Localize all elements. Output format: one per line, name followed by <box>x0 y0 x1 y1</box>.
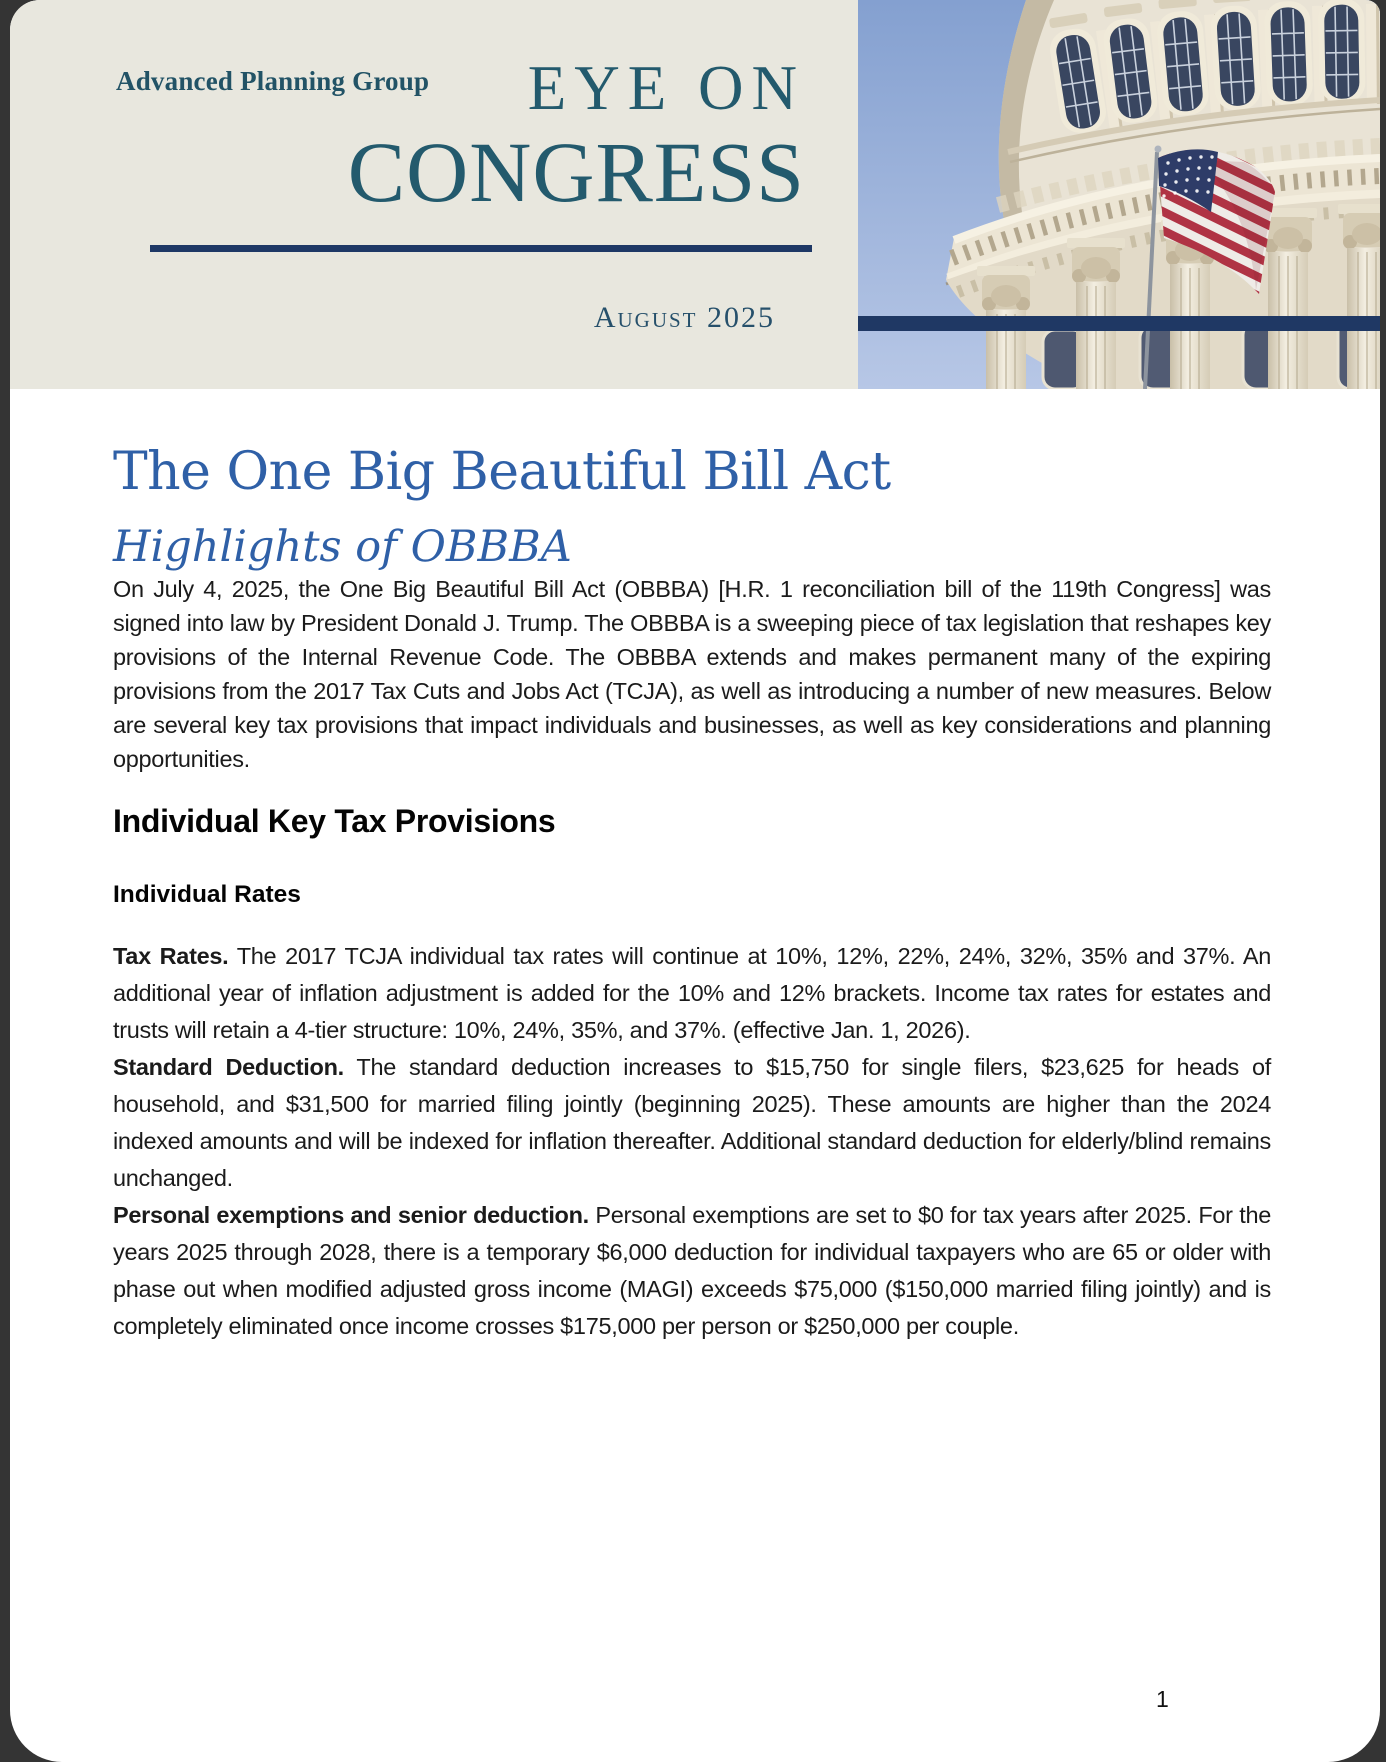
article-title: The One Big Beautiful Bill Act <box>113 442 891 502</box>
masthead-title-line1: EYE ON <box>527 53 805 123</box>
paragraph-lead: Tax Rates. <box>113 943 229 969</box>
personal-exemptions-paragraph <box>113 1197 1271 1345</box>
page-number: 1 <box>1156 1686 1169 1712</box>
paragraph-lead: Personal exemptions and senior deduction. <box>113 1202 589 1228</box>
newsletter-page <box>10 0 1380 1762</box>
paragraph-text: The standard deduction increases to $15,750 for single filers, $23,625 for heads of household, and $31,500 for married filing jointly (beginning 2025). These amounts are higher than the 2024 indexed amounts and will be indexed for inflation thereafter. Additional standard deduction for elderly/blind remains unchanged. <box>113 1054 1271 1191</box>
paragraph-lead: Standard Deduction. <box>113 1054 344 1080</box>
standard-deduction-paragraph <box>113 1049 1271 1197</box>
paragraph-text: The 2017 TCJA individual tax rates will continue at 10%, 12%, 22%, 24%, 32%, 35% and 37%. An additional year of inflation adjustment is added for the 10% and 12% brackets. Income tax rates for estates and trusts will retain a 4-tier structure: 10%, 24%, 35%, and 37%. (effective Jan. 1, 2026). <box>113 943 1271 1043</box>
paragraph-text: Personal exemptions are set to $0 for tax years after 2025. For the years 2025 through 2028, there is a temporary $6,000 deduction for individual taxpayers who are 65 or older with phase out when modified adjusted gross income (MAGI) exceeds $75,000 ($150,000 married filing jointly) and is completely eliminated once income crosses $175,000 per person or $250,000 per couple. <box>113 1202 1271 1339</box>
article-subtitle: Highlights of OBBBA <box>113 522 572 572</box>
masthead-title-line2: CONGRESS <box>347 124 805 220</box>
section-heading: Individual Key Tax Provisions <box>113 803 556 839</box>
subsection-heading: Individual Rates <box>113 881 301 908</box>
article-body <box>113 0 1271 1345</box>
issue-date: August 2025 <box>593 301 775 334</box>
tax-rates-paragraph <box>113 938 1271 1049</box>
org-name: Advanced Planning Group <box>116 66 430 96</box>
intro-paragraph: On July 4, 2025, the One Big Beautiful Bill Act (OBBBA) [H.R. 1 reconciliation bill of the 119th Congress] was signed into law by President Donald J. Trump. The OBBBA is a sweeping piece of tax legislation that reshapes key provisions of the Internal Revenue Code. The OBBBA extends and makes permanent many of the expiring provisions from the 2017 Tax Cuts and Jobs Act (TCJA), as well as introducing a number of new measures. Below are several key tax provisions that impact individuals and businesses, as well as key considerations and planning opportunities. <box>113 576 1271 772</box>
